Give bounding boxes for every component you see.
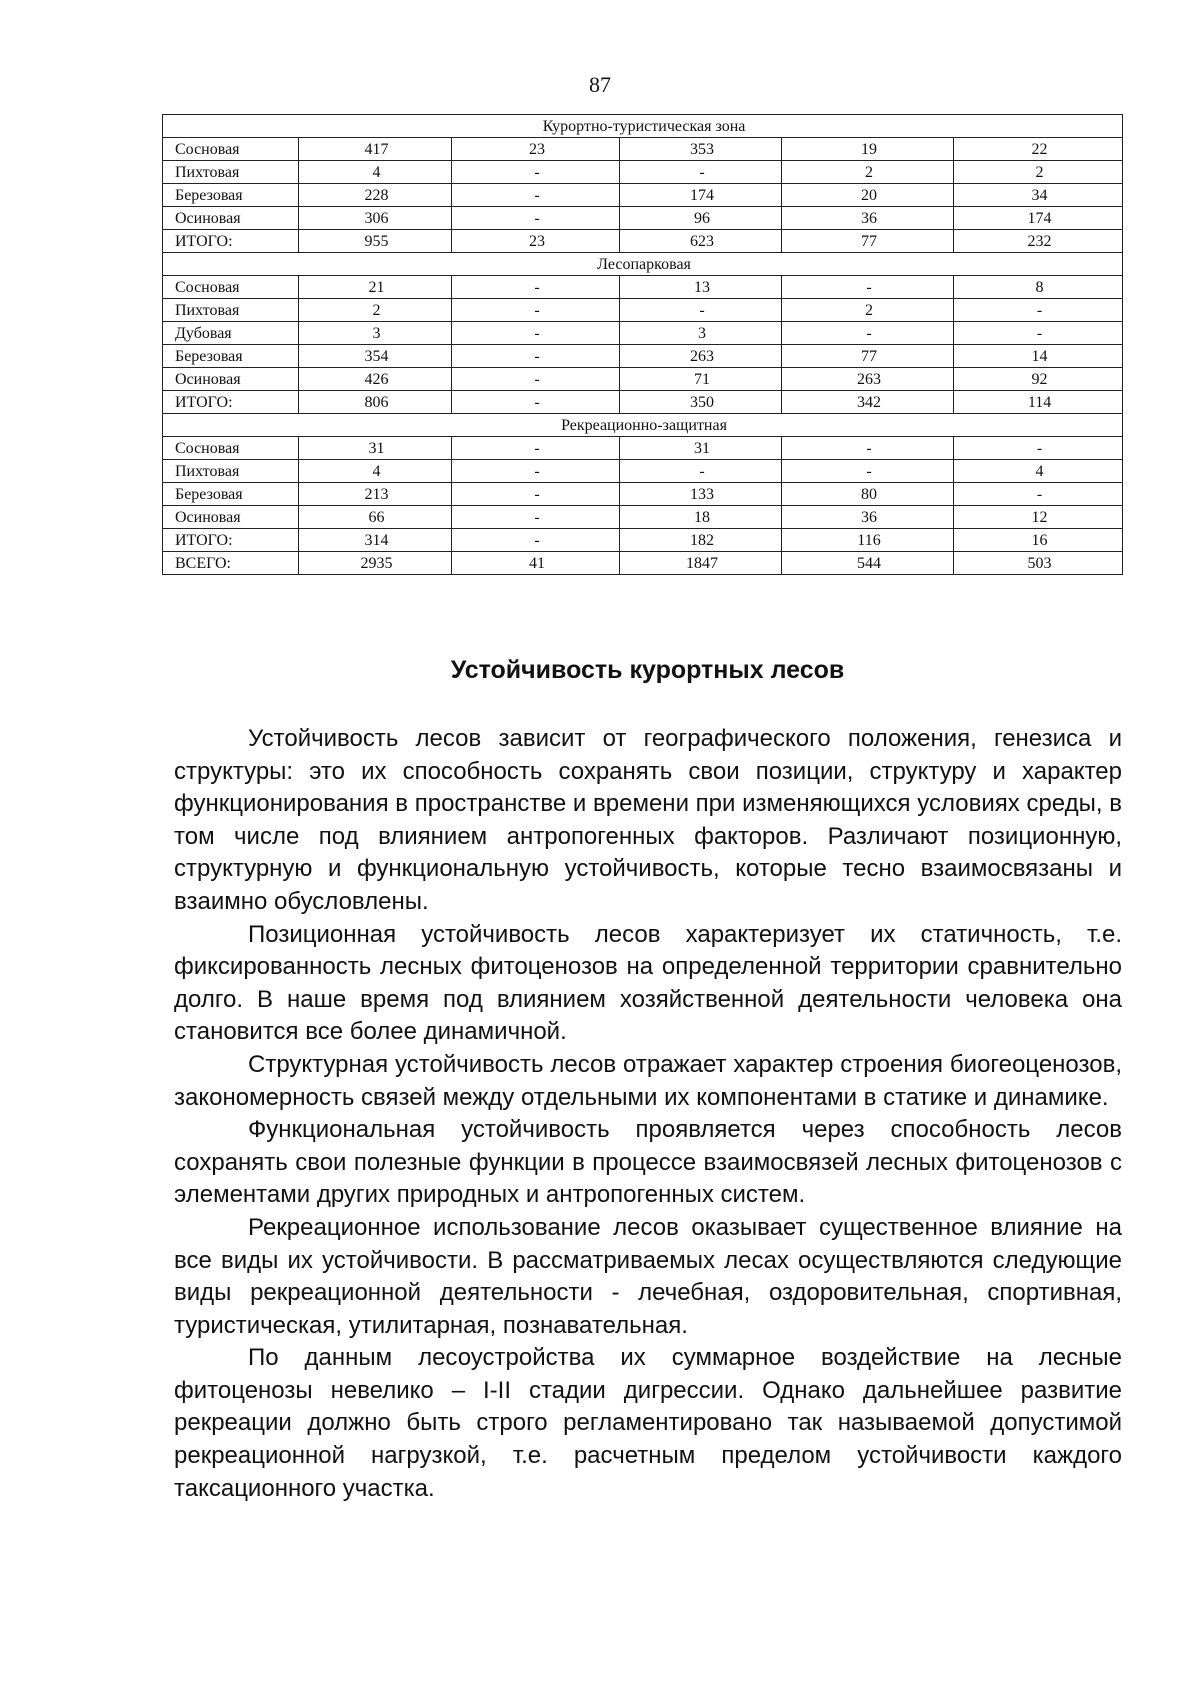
- table-cell: 1847: [620, 552, 782, 575]
- body-text: [174, 723, 1122, 1505]
- table-cell: 350: [620, 391, 782, 414]
- table-cell: 116: [782, 529, 954, 552]
- forest-data-table: [162, 114, 1123, 575]
- table-row: [163, 299, 1123, 322]
- table-cell: 19: [782, 138, 954, 161]
- table-cell: 36: [782, 506, 954, 529]
- table-cell: 232: [954, 230, 1123, 253]
- table-cell: 306: [299, 207, 452, 230]
- table-section-header: Рекреационно-защитная: [163, 414, 1123, 437]
- row-label-cell: Сосновая: [163, 276, 299, 299]
- table-cell: 2935: [299, 552, 452, 575]
- table-cell: 71: [620, 368, 782, 391]
- table-cell: 2: [299, 299, 452, 322]
- table-section-header: Лесопарковая: [163, 253, 1123, 276]
- row-label-cell: Пихтовая: [163, 460, 299, 483]
- table-cell: -: [452, 322, 620, 345]
- table-cell: -: [620, 460, 782, 483]
- table-row: [163, 138, 1123, 161]
- table-row: [163, 506, 1123, 529]
- table-cell: -: [452, 207, 620, 230]
- row-label-cell: Осиновая: [163, 368, 299, 391]
- table-row: [163, 529, 1123, 552]
- table-cell: 133: [620, 483, 782, 506]
- table-cell: -: [452, 184, 620, 207]
- table-cell: 66: [299, 506, 452, 529]
- table-row: [163, 345, 1123, 368]
- table-cell: 353: [620, 138, 782, 161]
- table-cell: -: [954, 299, 1123, 322]
- table-cell: 14: [954, 345, 1123, 368]
- table-cell: -: [452, 391, 620, 414]
- paragraph: Позиционная устойчивость лесов характеризует их статичность, т.е. фиксированность лесных фитоценозов на определенной территории сравнительно долго. В наше время под влиянием хозяйственной деятельности человека она становится все более динамичной.: [174, 920, 1122, 1046]
- table-cell: -: [782, 460, 954, 483]
- table-row: [163, 437, 1123, 460]
- row-label-cell: Пихтовая: [163, 299, 299, 322]
- table-cell: 31: [299, 437, 452, 460]
- table-cell: -: [452, 460, 620, 483]
- table-row: [163, 460, 1123, 483]
- table-cell: 623: [620, 230, 782, 253]
- paragraph: Функциональная устойчивость проявляется через способность лесов сохранять свои полезные функции в процессе взаимосвязей лесных фитоценозов с элементами других природных и антропогенных систем.: [174, 1116, 1122, 1209]
- table-row: [163, 322, 1123, 345]
- row-label-cell: Осиновая: [163, 506, 299, 529]
- table-cell: 4: [954, 460, 1123, 483]
- table-section-header-row: [163, 253, 1123, 276]
- table-cell: 12: [954, 506, 1123, 529]
- paragraph: Рекреационное использование лесов оказывает существенное влияние на все виды их устойчивости. В рассматриваемых лесах осуществляются следующие виды рекреационной деятельности - лечебная, оздоровительная, спортивная, туристическая, утилитарная, познавательная.: [174, 1213, 1122, 1339]
- table-cell: -: [452, 345, 620, 368]
- row-label-cell: ИТОГО:: [163, 391, 299, 414]
- table-cell: 80: [782, 483, 954, 506]
- table-section-header-row: [163, 115, 1123, 138]
- table-cell: 213: [299, 483, 452, 506]
- table-cell: 4: [299, 460, 452, 483]
- page-number: 87: [589, 72, 611, 97]
- table-row: [163, 161, 1123, 184]
- table-cell: -: [452, 276, 620, 299]
- table-cell: -: [452, 368, 620, 391]
- table-cell: 354: [299, 345, 452, 368]
- table-cell: -: [782, 276, 954, 299]
- table-cell: 2: [782, 299, 954, 322]
- row-label-cell: Сосновая: [163, 138, 299, 161]
- table-cell: -: [620, 161, 782, 184]
- row-label-cell: ИТОГО:: [163, 230, 299, 253]
- row-label-cell: Дубовая: [163, 322, 299, 345]
- table-cell: 18: [620, 506, 782, 529]
- table-cell: 16: [954, 529, 1123, 552]
- table-cell: -: [452, 437, 620, 460]
- table-cell: 21: [299, 276, 452, 299]
- table-cell: -: [782, 322, 954, 345]
- table-cell: 20: [782, 184, 954, 207]
- table-cell: 114: [954, 391, 1123, 414]
- row-label-cell: Сосновая: [163, 437, 299, 460]
- table-cell: -: [452, 483, 620, 506]
- table-cell: 23: [452, 230, 620, 253]
- table-cell: 2: [782, 161, 954, 184]
- row-label-cell: ИТОГО:: [163, 529, 299, 552]
- paragraph: Устойчивость лесов зависит от географического положения, генезиса и структуры: это их способность сохранять свои позиции, структуру и характер функционирования в пространстве и времени при изменяющихся условиях среды, в том числе под влиянием антропогенных факторов. Различают позиционную, структурную и функциональную устойчивость, которые тесно взаимосвязаны и взаимно обусловлены.: [174, 725, 1122, 915]
- table-cell: 3: [620, 322, 782, 345]
- section-title: Устойчивость курортных лесов: [450, 656, 845, 684]
- table-row: [163, 483, 1123, 506]
- table-row: [163, 230, 1123, 253]
- table-cell: 34: [954, 184, 1123, 207]
- table-cell: 31: [620, 437, 782, 460]
- table-cell: 426: [299, 368, 452, 391]
- table-cell: 22: [954, 138, 1123, 161]
- table-section-header-row: [163, 414, 1123, 437]
- table-row: [163, 391, 1123, 414]
- paragraph: Структурная устойчивость лесов отражает характер строения биогеоценозов, закономерность связей между отдельными их компонентами в статике и динамике.: [174, 1050, 1122, 1111]
- table-cell: -: [782, 437, 954, 460]
- table-cell: 41: [452, 552, 620, 575]
- table-cell: 92: [954, 368, 1123, 391]
- row-label-cell: ВСЕГО:: [163, 552, 299, 575]
- row-label-cell: Осиновая: [163, 207, 299, 230]
- table-cell: 174: [620, 184, 782, 207]
- table-cell: -: [954, 483, 1123, 506]
- table-cell: 806: [299, 391, 452, 414]
- table-cell: 182: [620, 529, 782, 552]
- table-cell: 228: [299, 184, 452, 207]
- paragraph: По данным лесоустройства их суммарное воздействие на лесные фитоценозы невелико – I-II стадии дигрессии. Однако дальнейшее развитие рекреации должно быть строго регламентировано так называемой допустимой рекреационной нагрузкой, т.е. расчетным пределом устойчивости каждого таксационного участка.: [174, 1344, 1122, 1502]
- row-label-cell: Березовая: [163, 184, 299, 207]
- table-cell: 263: [782, 368, 954, 391]
- table-cell: 23: [452, 138, 620, 161]
- table-cell: -: [452, 506, 620, 529]
- table-cell: 174: [954, 207, 1123, 230]
- table-cell: 77: [782, 230, 954, 253]
- table-cell: 314: [299, 529, 452, 552]
- table-cell: 342: [782, 391, 954, 414]
- table-cell: 13: [620, 276, 782, 299]
- table-cell: -: [620, 299, 782, 322]
- table-cell: 263: [620, 345, 782, 368]
- table-row: [163, 207, 1123, 230]
- row-label-cell: Пихтовая: [163, 161, 299, 184]
- table-cell: 544: [782, 552, 954, 575]
- table-cell: 955: [299, 230, 452, 253]
- table-cell: 2: [954, 161, 1123, 184]
- table-row: [163, 368, 1123, 391]
- table-cell: 417: [299, 138, 452, 161]
- table-cell: -: [452, 299, 620, 322]
- table-cell: 36: [782, 207, 954, 230]
- table-row: [163, 276, 1123, 299]
- table-cell: -: [452, 161, 620, 184]
- table-cell: 96: [620, 207, 782, 230]
- row-label-cell: Березовая: [163, 345, 299, 368]
- table-row: [163, 184, 1123, 207]
- table-cell: -: [452, 529, 620, 552]
- table-section-header: Курортно-туристическая зона: [163, 115, 1123, 138]
- row-label-cell: Березовая: [163, 483, 299, 506]
- table-cell: 77: [782, 345, 954, 368]
- table-cell: 8: [954, 276, 1123, 299]
- table-cell: -: [954, 322, 1123, 345]
- table-cell: 503: [954, 552, 1123, 575]
- table-total-row: [163, 552, 1123, 575]
- table-cell: -: [954, 437, 1123, 460]
- table-cell: 4: [299, 161, 452, 184]
- table-cell: 3: [299, 322, 452, 345]
